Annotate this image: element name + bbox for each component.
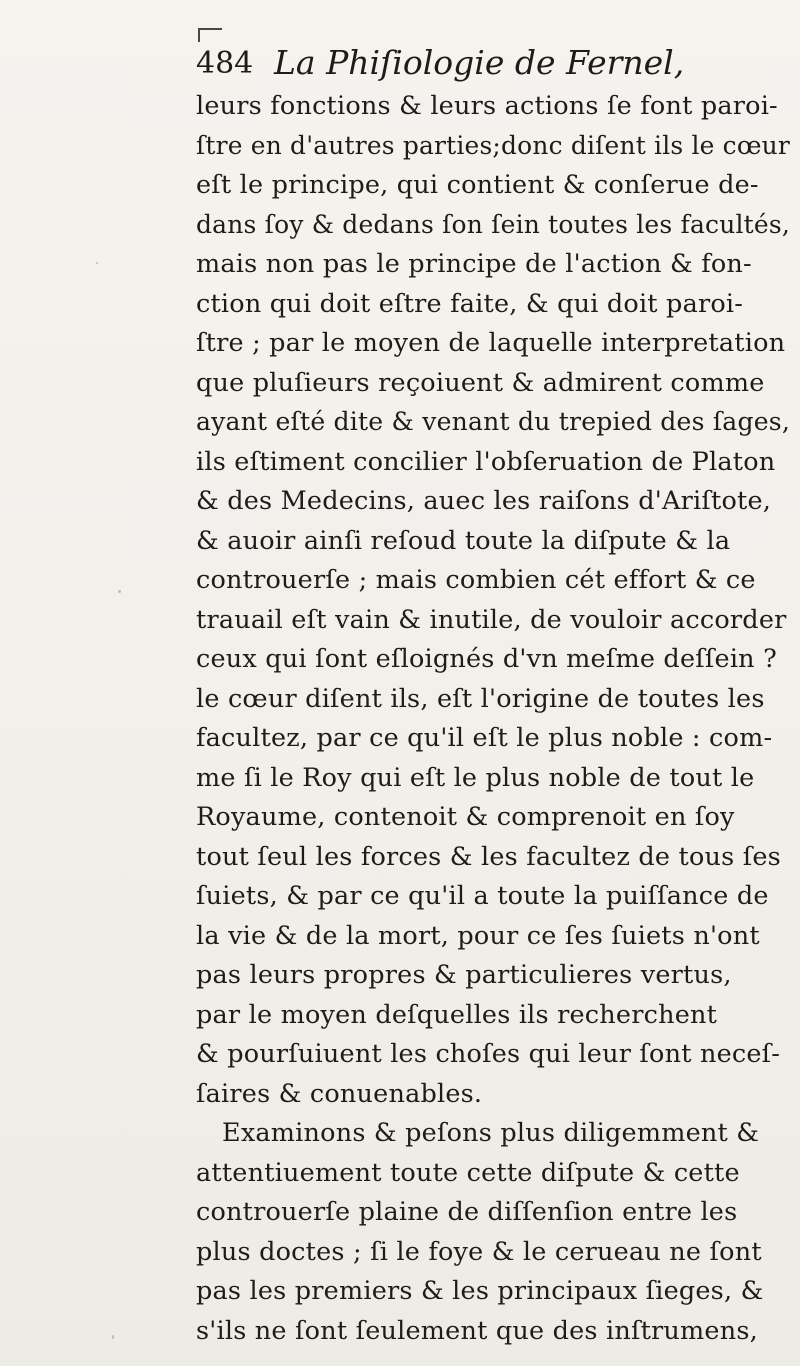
text-line: ſtre ; par le moyen de laquelle interpretation bbox=[196, 328, 786, 358]
text-line: tout ſeul les forces & les facultez de tous ſes bbox=[196, 841, 781, 872]
printer-mark bbox=[198, 28, 222, 42]
text-line: me ſi le Roy qui eſt le plus noble de tout le bbox=[196, 762, 755, 793]
text-line: Royaume, contenoit & comprenoit en ſoy bbox=[196, 802, 735, 832]
text-line: controuerſe plaine de diſſenſion entre les bbox=[196, 1197, 738, 1227]
text-line: ſuiets, & par ce qu'il a toute la puiſſance de bbox=[196, 881, 769, 911]
text-line: eſt le principe, qui contient & conſerue de- bbox=[196, 170, 759, 200]
text-line: par le moyen deſquelles ils recherchent bbox=[196, 999, 718, 1030]
running-title: La Phiſiologie de Fernel, bbox=[274, 43, 685, 82]
text-line: attentiuement toute cette diſpute & cette bbox=[196, 1157, 740, 1188]
text-line: ſtre en d'autres parties;donc diſent ils le cœur bbox=[196, 130, 790, 161]
text-line: plus doctes ; ſi le foye & le cerueau ne ſont bbox=[196, 1236, 762, 1267]
text-line: controuerſe ; mais combien cét effort & ce bbox=[196, 565, 756, 595]
page-header bbox=[196, 38, 756, 88]
text-line: facultez, par ce qu'il eſt le plus noble : com- bbox=[196, 723, 773, 753]
text-line: ction qui doit eſtre faite, & qui doit paroi- bbox=[196, 288, 744, 319]
paper-speck bbox=[118, 590, 121, 593]
text-line: la vie & de la mort, pour ce ſes ſuiets n'ont bbox=[196, 920, 760, 951]
body-text bbox=[196, 86, 791, 1346]
text-line: ayant eſté dite & venant du trepied des ſages, bbox=[196, 407, 791, 437]
text-line: le cœur diſent ils, eſt l'origine de toutes les bbox=[196, 683, 765, 714]
text-line: que pluſieurs reçoiuent & admirent comme bbox=[196, 367, 765, 398]
text-line: ils eſtiment concilier l'obſeruation de Platon bbox=[196, 446, 776, 477]
text-line: pas leurs propres & particulieres vertus, bbox=[196, 960, 732, 990]
text-line: ſaires & conuenables. bbox=[196, 1078, 483, 1109]
paragraph-first-line: Examinons & peſons plus diligemment & bbox=[222, 1118, 760, 1148]
text-line: s'ils ne ſont ſeulement que des inſtrumens, bbox=[196, 1315, 758, 1346]
text-line: trauail eſt vain & inutile, de vouloir accorder bbox=[196, 604, 787, 635]
text-line: ceux qui ſont eſloignés d'vn meſme deſſein ? bbox=[196, 644, 777, 674]
text-line: leurs fonctions & leurs actions ſe font paroi- bbox=[196, 91, 778, 121]
text-line: & pourſuiuent les choſes qui leur ſont neceſ- bbox=[196, 1039, 781, 1069]
text-line: pas les premiers & les principaux ſieges, & bbox=[196, 1276, 764, 1306]
paper-speck bbox=[96, 262, 98, 264]
text-line: & des Medecins, auec les raiſons d'Ariſtote, bbox=[196, 486, 772, 516]
paper-speck bbox=[112, 1335, 114, 1339]
text-line: & auoir ainſi reſoud toute la diſpute & la bbox=[196, 525, 731, 556]
text-line: mais non pas le principe de l'action & fon- bbox=[196, 249, 752, 279]
text-line: dans ſoy & dedans ſon ſein toutes les facultés, bbox=[196, 209, 791, 240]
page-number: 484 bbox=[196, 46, 254, 81]
